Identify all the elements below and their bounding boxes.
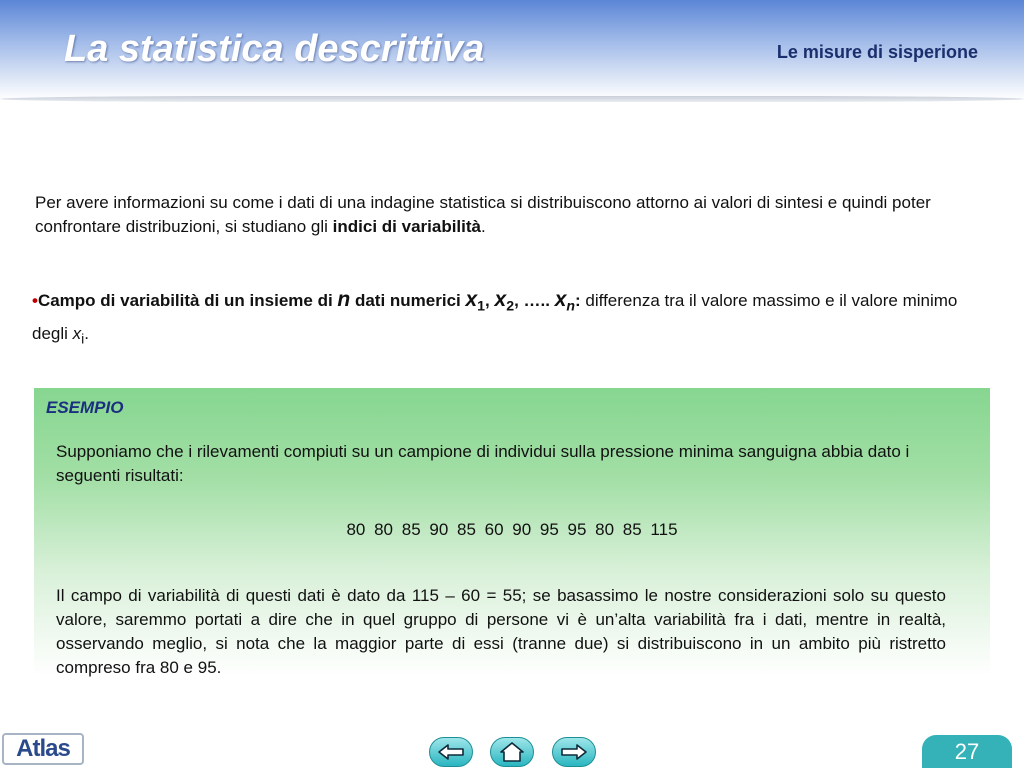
bullet-x1: x bbox=[465, 288, 478, 311]
example-paragraph-1: Supponiamo che i rilevamenti compiuti su un campione di individui sulla pressione minima sanguigna abbia dato i seguenti risultati: bbox=[56, 442, 910, 485]
header-divider bbox=[0, 96, 1024, 102]
atlas-logo: Atlas bbox=[2, 733, 84, 765]
slide-title: La statistica descrittiva bbox=[64, 28, 485, 70]
bullet-sep2: , ….. bbox=[514, 291, 555, 310]
bullet-bold-start: Campo di variabilità di un insieme di bbox=[37, 291, 338, 310]
intro-paragraph bbox=[35, 191, 985, 239]
bullet-end: . bbox=[84, 324, 90, 344]
bullet-rest: differenza tra il valore massimo e il valore minimo degli bbox=[32, 291, 958, 344]
example-box bbox=[34, 388, 990, 692]
intro-bold-term: indici di variabilità bbox=[332, 217, 481, 236]
home-icon bbox=[499, 741, 525, 763]
slide-subtitle: Le misure di sisperione bbox=[776, 42, 978, 62]
example-data-values: 80 80 85 90 85 60 90 95 95 80 85 115 bbox=[346, 520, 678, 539]
bullet-subn: n bbox=[566, 298, 576, 315]
bullet-bold-mid: dati numerici bbox=[350, 291, 466, 310]
bullet-marker: • bbox=[32, 291, 38, 310]
bullet-sub1: 1 bbox=[477, 298, 486, 315]
arrow-left-icon bbox=[437, 743, 465, 761]
example-label: ESEMPIO bbox=[46, 398, 124, 417]
bullet-sep1: , bbox=[485, 291, 495, 310]
page-number: 27 bbox=[922, 735, 1012, 768]
bullet-subi: i bbox=[81, 331, 85, 348]
bullet-xi: x bbox=[72, 324, 82, 344]
bullet-colon: : bbox=[575, 291, 581, 310]
intro-text: Per avere informazioni su come i dati di una indagine statistica si distribuiscono attorno ai valori di sintesi e quindi poter confrontare distribuzioni, si studiano gli bbox=[35, 193, 931, 236]
intro-end: . bbox=[481, 217, 486, 236]
bullet-xn: x bbox=[554, 288, 567, 311]
bullet-x2: x bbox=[494, 288, 507, 311]
bullet-sub2: 2 bbox=[506, 298, 515, 315]
prev-button[interactable] bbox=[429, 737, 473, 767]
arrow-right-icon bbox=[560, 743, 588, 761]
home-button[interactable] bbox=[490, 737, 534, 767]
next-button[interactable] bbox=[552, 737, 596, 767]
example-paragraph-2: Il campo di variabilità di questi dati è dato da 115 – 60 = 55; se basassimo le nostre considerazioni solo su questo valore, saremmo portati a dire che in quel gruppo di persone vi è un’alta variabilità fra i dati, mentre in realtà, osservando meglio, si nota che la maggior parte di essi (tranne due) si distribuiscono in un ambito più ristretto compreso fra 80 e 95. bbox=[56, 586, 946, 677]
bullet-definition bbox=[32, 286, 982, 354]
bullet-n: n bbox=[337, 288, 351, 311]
